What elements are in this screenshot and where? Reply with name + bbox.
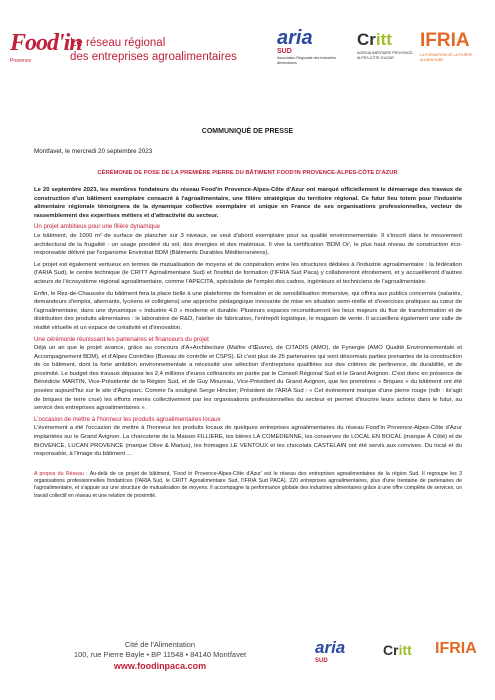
ifria-wordmark: IFRIA: [420, 30, 470, 51]
aria-caption: Association Régionale des Industries Alimentaires: [277, 56, 336, 65]
critt-wordmark-a: Cr: [357, 30, 376, 49]
footer: [0, 630, 495, 700]
partner-logos: [277, 28, 487, 88]
footer-critt-logo: [383, 642, 412, 658]
ifria-logo: [420, 31, 490, 62]
dateline: Montfavet, le mercredi 20 septembre 2023: [34, 148, 153, 155]
aria-wordmark: aria: [277, 27, 313, 49]
section-heading-1: Un projet ambitieux pour une filière dynamique: [34, 223, 161, 231]
footer-partner-logos: [305, 638, 485, 688]
footer-line-1: Cité de l'Alimentation: [124, 640, 196, 649]
footer-aria-logo: aria: [315, 638, 346, 657]
event-title: CÉRÉMONIE DE POSE DE LA PREMIÈRE PIERRE DU BÂTIMENT FOOD'IN PROVENCE-ALPES-CÔTE D'AZUR: [97, 170, 398, 176]
aria-sud: SUD: [277, 48, 292, 55]
foodin-sub: Provence: [10, 58, 32, 64]
foodin-wordmark: Food'in: [10, 30, 82, 56]
ifria-caption: LA FORMATION DE LA FILIÈRE ALIMENTAIRE: [420, 53, 473, 62]
paragraph: Déjà un an que le projet avance, grâce au concours d'A+Architecture (Maître d'Œuvre), de CITADIS (AMO), de Fynergie (AMO Qualité Environnementale et Accompagnement BDM), et d'Alpes Contrôles (Bureau de contrôle et CSPS). Et c'est plus de 25 partenaires qui sont désormais parties prenantes de la construction de ce bâtiment, dont la forte ambition environnementale a nécessité une sélection d'entreprises qualifiées sur des critères de pertinence, de durabilité, et de proximité. Le budget des travaux dépasse les 2,4 millions d'euros cofinancés en partie par le Conseil Régional Sud et le Grand Avignon. C'est donc en présence de Bénédicte MARTIN, Vice-Présidente de la Région Sud, et de Guy Moureau, Vice-Président du Grand Avignon, que les premières « Briques » du bâtiment ont été posées aujourd'hui sur le site d'Agroparc. Comme l'a souligné Serge Hincker, Président de l'ARIA Sud : « Cet évènement marque d'une pierre rouge (ndlr : ils'agit de briques de terre crue) les efforts menés collectivement par les organisations professionnelles du secteur et permet d'inscrire leurs actions dans le futur, au service des entreprises agroalimentaires ».: [34, 345, 462, 412]
footer-critt-a: Cr: [383, 642, 399, 658]
brand-tagline-2: des entreprises agroalimentaires: [70, 51, 237, 63]
critt-caption: AGROALIMENTAIRE PROVENCE-ALPES-CÔTE D'AZUR: [357, 51, 414, 60]
about-paragraph: [34, 471, 462, 500]
document-title: COMMUNIQUÉ DE PRESSE: [201, 128, 294, 135]
about-label: A propos du Réseau :: [34, 470, 88, 477]
footer-line-2: 100, rue Pierre Bayle • BP 11548 • 84140 Montfavet: [73, 650, 247, 659]
aria-logo: [277, 28, 352, 65]
footer-critt-b: itt: [398, 642, 412, 658]
paragraph: Le projet est également vertueux en termes de mutualisation de moyens et de coopération entre les structures dédiées à l'industrie agroalimentaire : la fédération (l'ARIA Sud), le centre technique (le CRITT Agroalimentaire Sud) et l'institut de formation (l'IFRIA Sud Paca) y collaboreront étroitement, et y accueilleront d'autres acteurs de l'écosystème régional agroalimentaire, comme l'APECITA, spécialiste de l'emploi des cadres, ingénieurs et techniciens de l'agroalimentaire.: [34, 261, 462, 285]
footer-address: [60, 640, 260, 672]
press-release-body: [34, 186, 462, 503]
paragraph: Le bâtiment, de 1000 m² de surface de plancher sur 3 niveaux, se veut d'abord exemplaire pour sa qualité environnementale. Il s'inscrit dans le mouvement architectural de la frugalité : un usage pondéré du sol, des énergies et des matériaux. Il vise la certification 'BDM Or', le plus haut niveau de construction éco-responsable délivré par l'organisme Envirobat BDM (Bâtiments Durables Méditerranéens).: [34, 232, 462, 257]
footer-url[interactable]: www.foodinpaca.com: [113, 661, 207, 671]
section-heading-2: Une cérémonie réunissant les partenaires et financeurs du projet: [34, 335, 209, 343]
critt-logo: [357, 31, 415, 60]
foodin-logo: [10, 30, 237, 90]
footer-aria-sud: SUD: [315, 658, 328, 664]
about-text: Au-delà de ce projet de bâtiment, 'Food in Provence-Alpes-Côte d'Azur' est le réseau des entreprises agroalimentaires de la région Sud. Il regroupe les 3 organisations professionnelles fondatrices (l'ARIA Sud, le CRITT Agroalimentaire Sud, l'IFRIA Sud PACA), 220 entreprises agroalimentaires, plus d'une trentaine de partenaires de l'agroalimentaire, et s'appuie sur une structure de mutualisation de moyens. Il accompagne la performance globale des industries alimentaires grâce à une offre complète de services, un travail collectif en réseau et une relation de proximité.: [34, 470, 462, 499]
paragraph: L'événement a été l'occasion de mettre à l'honneur les produits locaux de quelques entreprises agroalimentaires du réseau Food'in Provence-Alpes-Côte d'Azur implantées sur le Grand Avignon. La charcuterie de la Maison FILLIERE, les bières LA COMEDIENNE, les conserves de LOCAL EN BOCAL (marque À Côté) et de BIOVENCE, LUCAN PROVENCE (marque Olive & Marius), les fromages LE VENTOUX et les chocolats CASTELAIN ont été servis aux convives. Du local et du responsable, à l'image du bâtiment …: [34, 425, 462, 458]
footer-ifria-logo: IFRIA: [435, 640, 477, 657]
brand-tagline-1: Le réseau régional: [70, 37, 166, 49]
section-heading-3: L'occasion de mettre à l'honneur les produits agroalimentaires locaux: [34, 415, 221, 423]
paragraph: Enfin, le Rez-de-Chaussée du bâtiment fera la place belle à une plateforme de formation et de sensibilisation immersive, qui offrira aux publics concernés (salariés, demandeurs d'emploi, alternants, lycéens et collégiens) une approche pédagogique innovante de mise en situation semi-réelle et d'exercices pratiques au cœur de l'agroalimentaire, dans une dynamique « industrie 4.0 » moderne et durable. Plusieurs espaces reconstitueront les lieux majeurs du flux de transformation et de distribution des produits alimentaires : le laboratoire de R&D, l'atelier de fabrication, l'entrepôt logistique, le magasin de vente. Il accueillera également une salle de réalité virtuelle et un espace de créativité et d'innovation.: [34, 290, 462, 331]
header: [0, 0, 495, 95]
lead-paragraph: Le 20 septembre 2023, les membres fondateurs du réseau Food'in Provence-Alpes-Côte d'Azur ont marqué officiellement le démarrage des travaux de construction d'un bâtiment exemplaire consacré à l'agroalimentaire, une filière stratégique du territoire régional. Ce futur lieu totem pour l'industrie alimentaire régionale témoignera de la dynamique collective exemplaire et unique en France de ses organisations professionnelles, vecteur de rassemblement des expertises métiers et d'attractivité du secteur.: [34, 187, 462, 219]
critt-wordmark-b: itt: [375, 30, 392, 49]
critt-wordmark: [357, 31, 415, 49]
